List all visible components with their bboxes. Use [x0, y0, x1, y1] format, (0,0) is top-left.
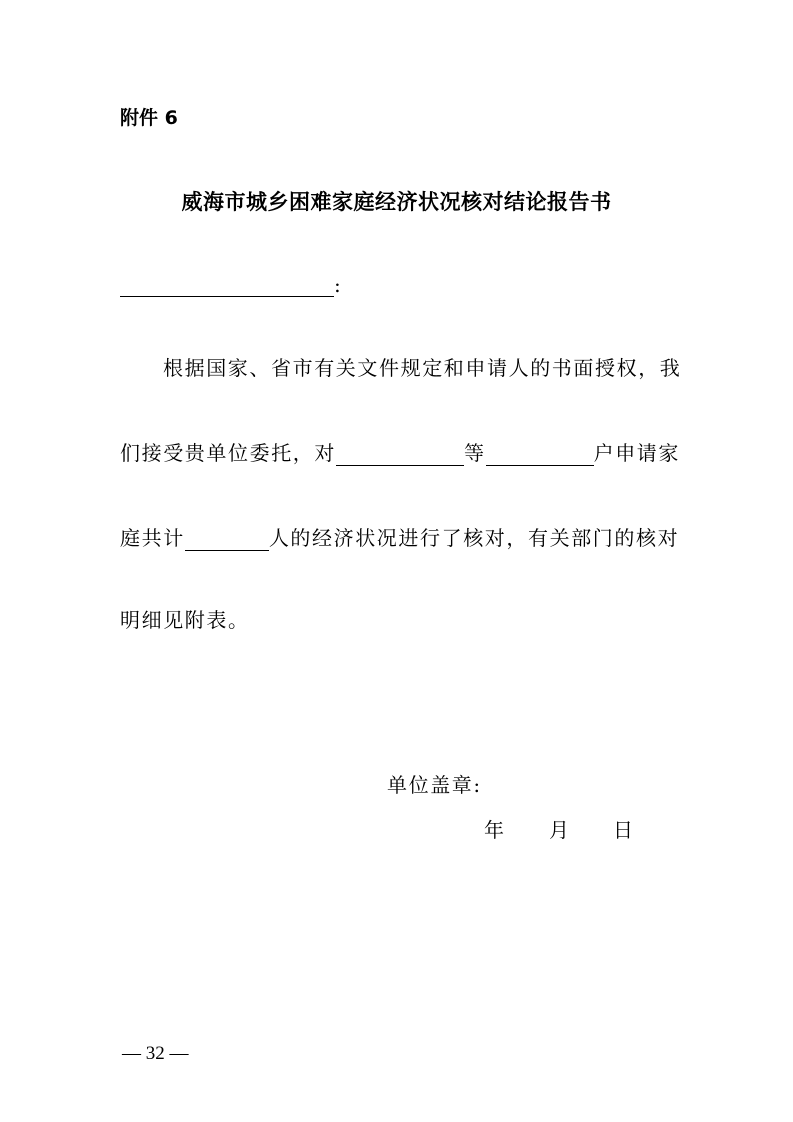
- addressee-line: [120, 273, 341, 297]
- date-day: 日: [613, 818, 633, 842]
- body-text: 等: [464, 441, 486, 465]
- household-count-blank[interactable]: [486, 443, 594, 466]
- body-text: 庭共计: [120, 526, 185, 550]
- body-line-3: [120, 522, 679, 551]
- page-number: — 32 —: [122, 1043, 189, 1064]
- body-text: 人的经济状况进行了核对，有关部门的核对: [268, 526, 680, 550]
- applicant-name-blank[interactable]: [336, 443, 464, 466]
- seal-label: 单位盖章:: [387, 773, 482, 797]
- body-line-1: [163, 352, 681, 381]
- date-month: 月: [549, 818, 569, 842]
- body-line-4: [120, 604, 250, 633]
- addressee-blank[interactable]: [120, 274, 334, 297]
- body-line-2: [120, 437, 680, 466]
- body-text: 们接受贵单位委托，对: [120, 441, 336, 465]
- addressee-colon: :: [334, 273, 341, 297]
- body-text: 明细见附表。: [120, 608, 250, 632]
- attachment-label: 附件 6: [120, 107, 178, 129]
- body-text: 根据国家、省市有关文件规定和申请人的书面授权，我: [163, 356, 682, 380]
- document-title: 威海市城乡困难家庭经济状况核对结论报告书: [181, 190, 612, 214]
- person-count-blank[interactable]: [185, 528, 269, 551]
- date-year: 年: [484, 818, 504, 842]
- body-text: 户申请家: [593, 441, 681, 465]
